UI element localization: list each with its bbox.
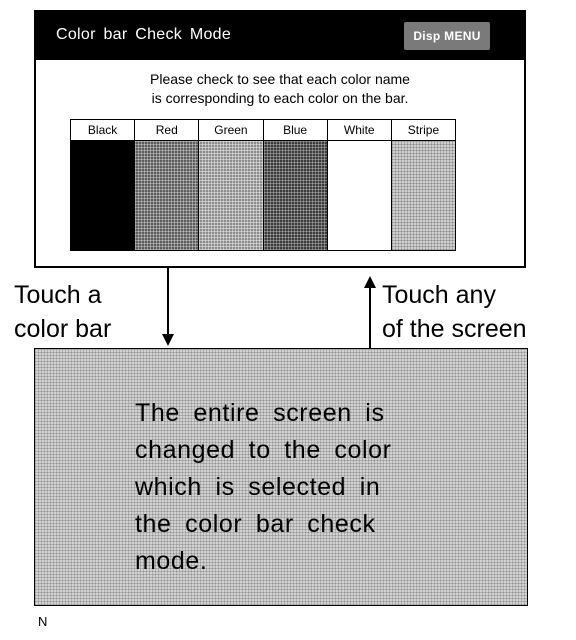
color-bar-swatch[interactable] xyxy=(71,141,134,250)
up-arrow-shaft xyxy=(369,286,371,348)
screen-text-line: mode. xyxy=(135,547,208,575)
full-color-screen[interactable] xyxy=(34,348,528,606)
color-bar-swatch[interactable] xyxy=(264,141,327,250)
color-bar-red[interactable] xyxy=(135,120,199,250)
screen-text-line: which is selected in xyxy=(135,473,381,501)
label-line: color bar xyxy=(14,315,112,343)
label-line: Touch a xyxy=(14,281,102,309)
touch-any-screen-label xyxy=(382,278,527,346)
color-bar-green[interactable] xyxy=(199,120,263,250)
color-bar-white[interactable] xyxy=(328,120,392,250)
color-bar-label: Blue xyxy=(264,120,327,141)
color-bar-blue[interactable] xyxy=(264,120,328,250)
color-bar-stripe[interactable] xyxy=(392,120,455,250)
label-line: of the screen xyxy=(382,315,527,343)
color-bar-swatch[interactable] xyxy=(199,141,262,250)
up-arrow-icon xyxy=(364,276,376,288)
color-bar-label: Red xyxy=(135,120,198,141)
color-bar-check-screen xyxy=(34,10,526,268)
screen-text-line: The entire screen is xyxy=(135,399,385,427)
touch-color-bar-label xyxy=(14,278,111,346)
screen-text-line: the color bar check xyxy=(135,510,376,538)
screen-title: Color bar Check Mode xyxy=(56,26,232,43)
color-bar-table xyxy=(70,119,456,251)
color-bar-swatch[interactable] xyxy=(392,141,455,250)
title-bar xyxy=(36,12,524,60)
screen-description xyxy=(135,395,435,580)
corner-note: N xyxy=(38,614,48,629)
color-bar-swatch[interactable] xyxy=(328,141,391,250)
color-bar-label: Green xyxy=(199,120,262,141)
instruction-line: is corresponding to each color on the bar. xyxy=(151,90,409,106)
label-line: Touch any xyxy=(382,281,496,309)
down-arrow-icon xyxy=(162,334,174,346)
color-bar-label: Black xyxy=(71,120,134,141)
instruction-text xyxy=(36,70,524,108)
down-arrow-shaft xyxy=(167,268,169,336)
color-bar-label: Stripe xyxy=(392,120,455,141)
color-bar-label: White xyxy=(328,120,391,141)
screen-text-line: changed to the color xyxy=(135,436,392,464)
instruction-line: Please check to see that each color name xyxy=(150,71,410,87)
color-bar-swatch[interactable] xyxy=(135,141,198,250)
color-bar-black[interactable] xyxy=(71,120,135,250)
disp-menu-button[interactable]: Disp MENU xyxy=(404,22,490,50)
